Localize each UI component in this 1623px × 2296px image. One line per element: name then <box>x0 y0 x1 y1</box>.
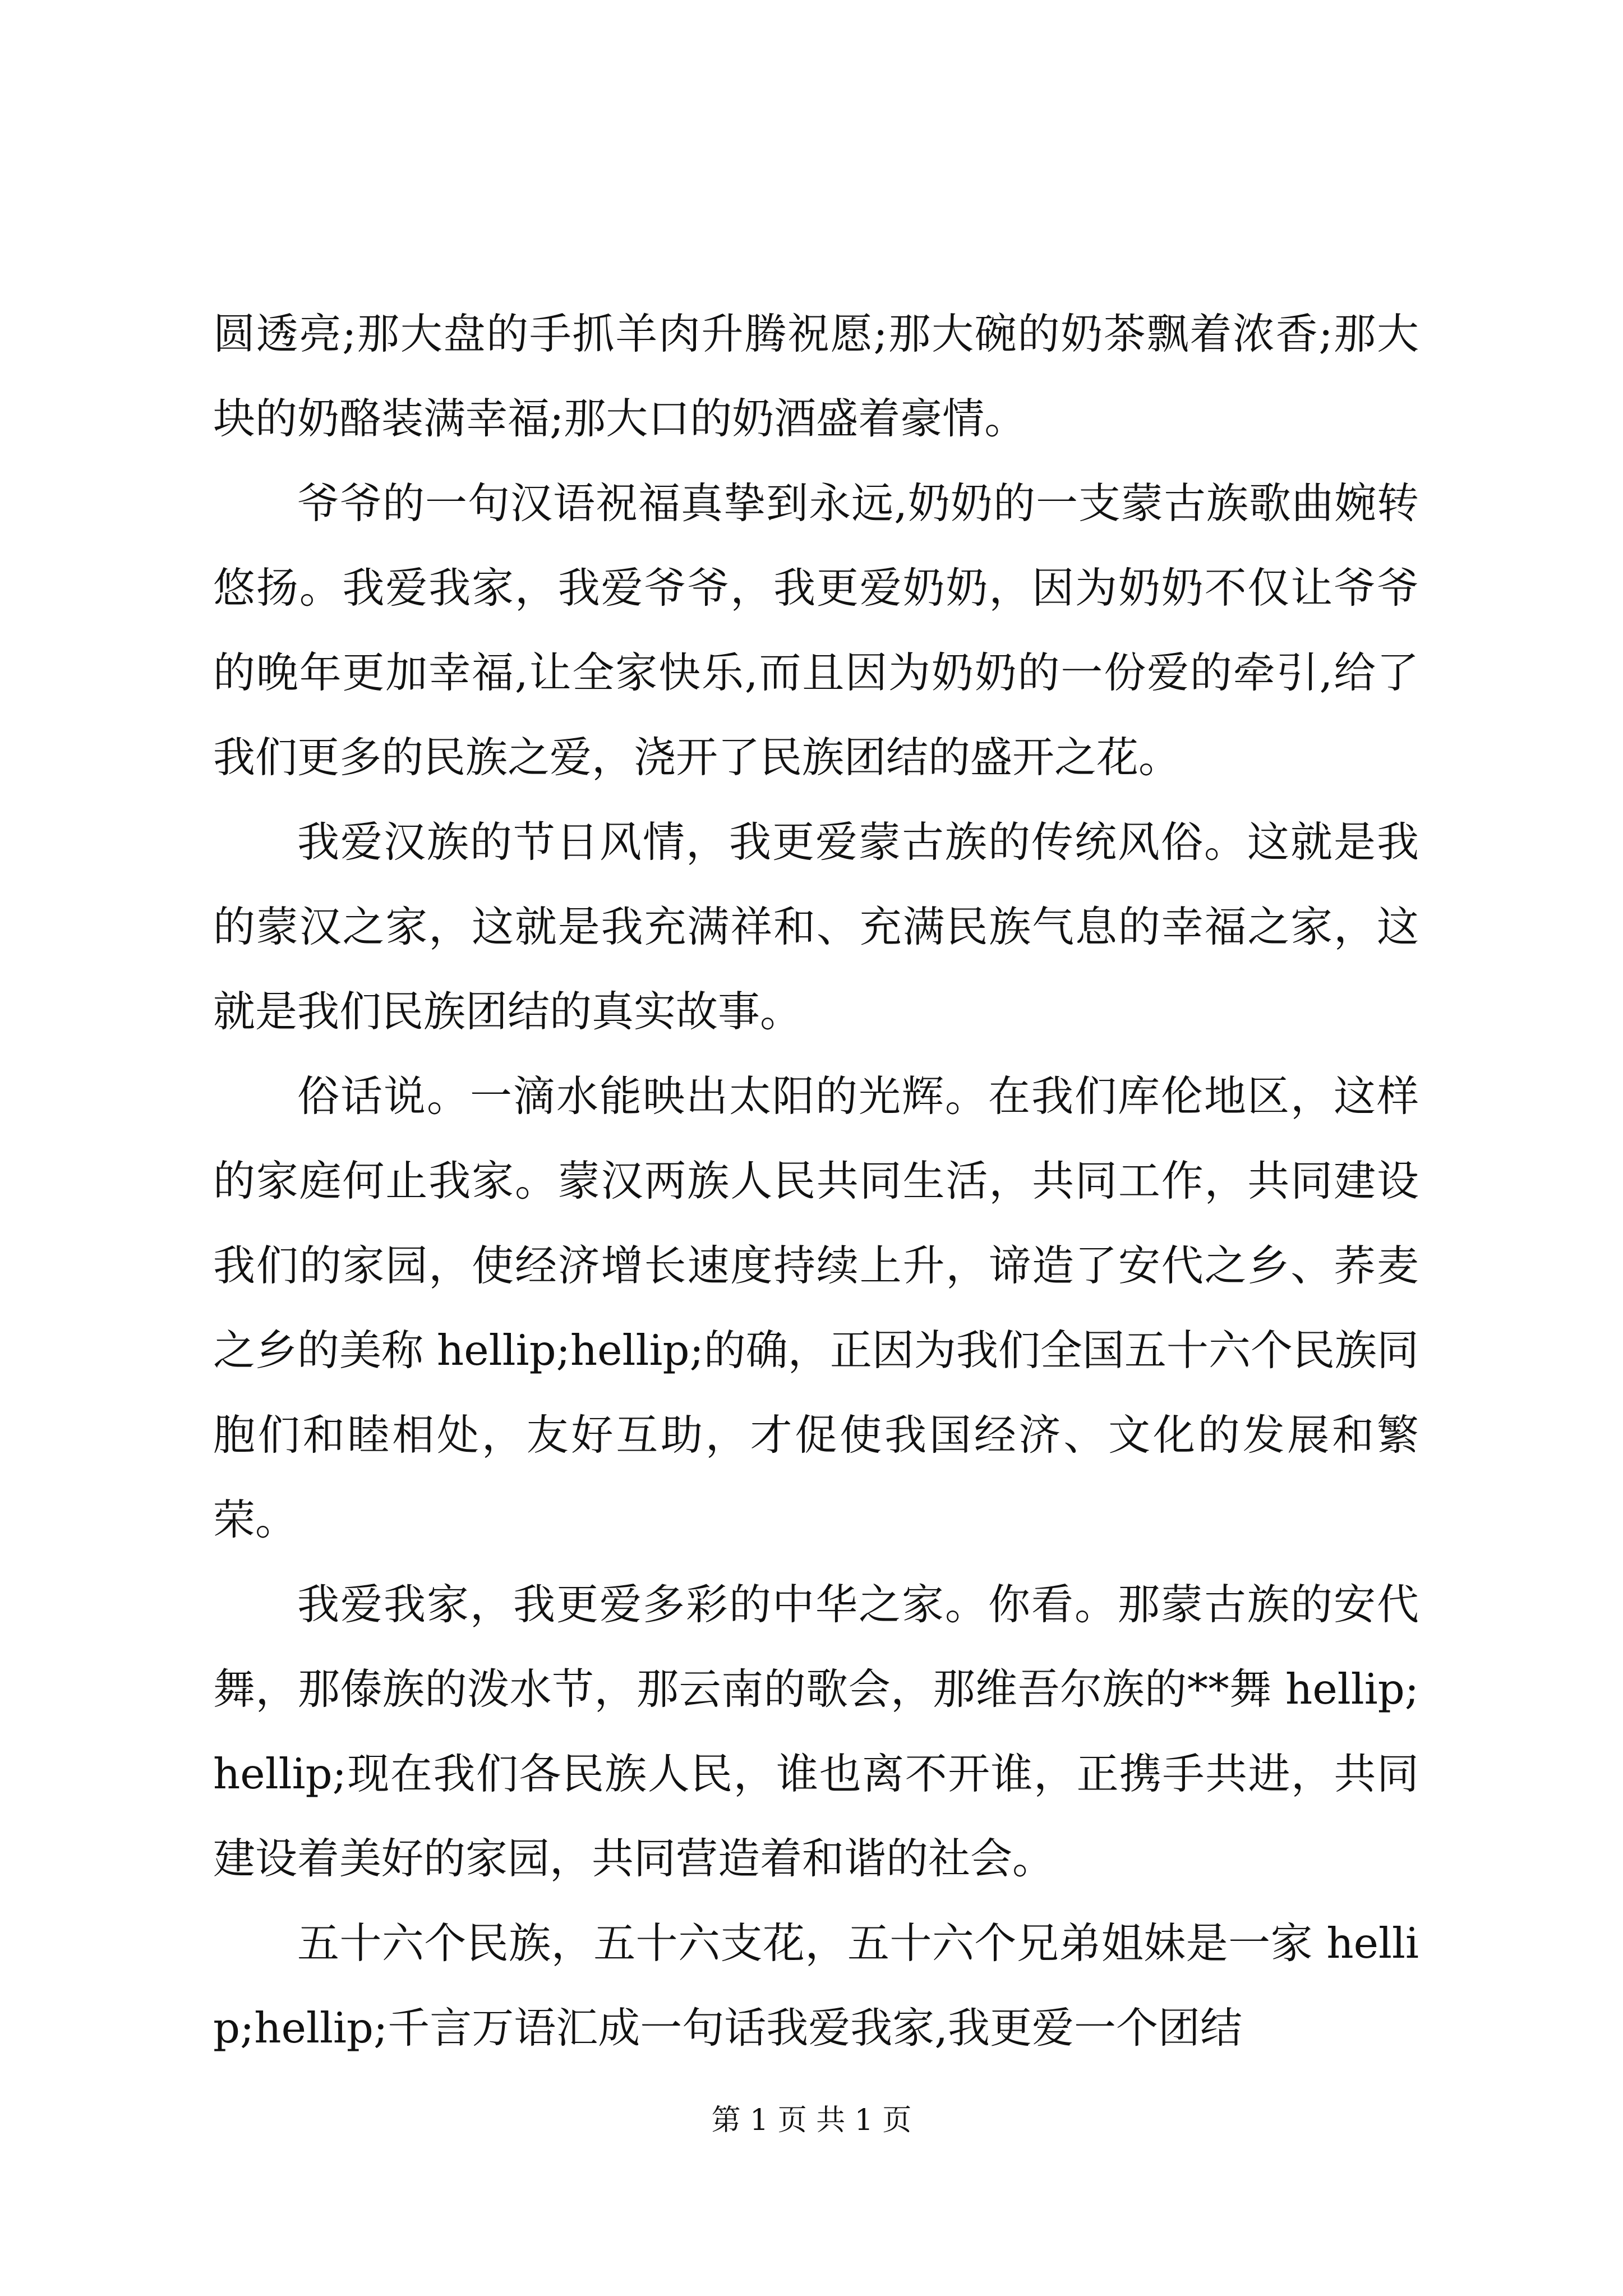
paragraph-grandparents: 爷爷的一句汉语祝福真挚到永远,奶奶的一支蒙古族歌曲婉转悠扬。我爱我家，我爱爷爷，我更爱奶奶，因为奶奶不仅让爷爷的晚年更加幸福,让全家快乐,而且因为奶奶的一份爱的牵引,给了我们更多的民族之爱，浇开了民族团结的盛开之花。 <box>213 478 1419 782</box>
paragraph-fifty-six-nations: 五十六个民族，五十六支花，五十六个兄弟姐妹是一家 hellip;hellip;千言万语汇成一句话我爱我家,我更爱一个团结 <box>213 1918 1419 2053</box>
document-body <box>213 292 1419 2070</box>
paragraph-customs: 我爱汉族的节日风情，我更爱蒙古族的传统风俗。这就是我的蒙汉之家，这就是我充满祥和、充满民族气息的幸福之家，这就是我们民族团结的真实故事。 <box>213 817 1419 1036</box>
paragraph-continued: 圆透亮;那大盘的手抓羊肉升腾祝愿;那大碗的奶茶飘着浓香;那大块的奶酪装满幸福;那大口的奶酒盛着豪情。 <box>213 309 1419 443</box>
page-number-footer: 第 1 页 共 1 页 <box>711 2104 912 2137</box>
paragraph-chinese-family: 我爱我家，我更爱多彩的中华之家。你看。那蒙古族的安代舞，那傣族的泼水节，那云南的歌会，那维吾尔族的**舞 hellip;hellip;现在我们各民族人民，谁也离不开谁，正携手共进，共同建设着美好的家园，共同营造着和谐的社会。 <box>213 1580 1419 1883</box>
paragraph-proverb: 俗话说。一滴水能映出太阳的光辉。在我们库伦地区，这样的家庭何止我家。蒙汉两族人民共同生活，共同工作，共同建设我们的家园，使经济增长速度持续上升，谛造了安代之乡、荞麦之乡的美称 hellip;hellip;的确，正因为我们全国五十六个民族同胞们和睦相处，友好互助，才促使我国经济、文化的发展和繁荣。 <box>213 1071 1419 1544</box>
